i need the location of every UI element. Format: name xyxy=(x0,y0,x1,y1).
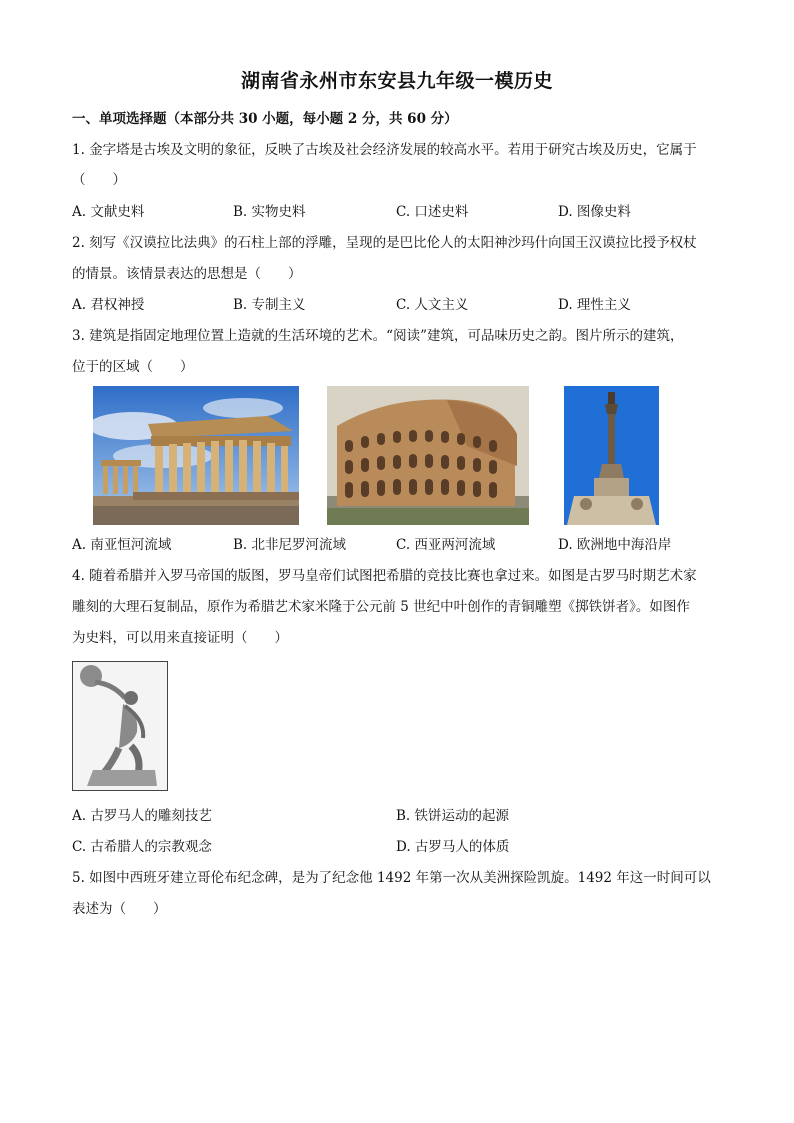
q4-option-c: C. 古希腊人的宗教观念 xyxy=(72,839,212,855)
question-5-text: 5. 如图中西班牙建立哥伦布纪念碑，是为了纪念他 1492 年第一次从美洲探险凯旋。1492 年这一时间可以 xyxy=(72,870,711,886)
q2-option-b: B. 专制主义 xyxy=(233,297,306,313)
q4-option-b: B. 铁饼运动的起源 xyxy=(396,808,510,824)
question-1-blank: （ ） xyxy=(72,172,126,188)
q2-option-a: A. 君权神授 xyxy=(72,297,145,313)
q1-option-c: C. 口述史料 xyxy=(396,204,469,220)
section-heading: 一、单项选择题（本部分共 30 小题，每小题 2 分，共 60 分） xyxy=(72,111,458,127)
question-3-text-cont: 位于的区域（ ） xyxy=(72,359,194,375)
q3-option-b: B. 北非尼罗河流域 xyxy=(233,537,347,553)
q3-option-a: A. 南亚恒河流域 xyxy=(72,537,172,553)
columbus-monument-image xyxy=(564,386,659,525)
q1-option-a: A. 文献史料 xyxy=(72,204,145,220)
question-4-text-cont: 雕刻的大理石复制品，原作为希腊艺术家米隆于公元前 5 世纪中叶创作的青铜雕塑《掷铁饼者》。如图作 xyxy=(72,599,690,615)
question-2-text-cont: 的情景。该情景表达的思想是（ ） xyxy=(72,266,302,282)
q3-option-c: C. 西亚两河流域 xyxy=(396,537,496,553)
q3-option-d: D. 欧洲地中海沿岸 xyxy=(558,537,672,553)
discobolus-image xyxy=(72,661,168,791)
parthenon-image xyxy=(93,386,299,525)
question-5-text-cont: 表述为（ ） xyxy=(72,901,167,917)
question-1-text: 1. 金字塔是古埃及文明的象征，反映了古埃及社会经济发展的较高水平。若用于研究古埃及历史，它属于 xyxy=(72,142,697,158)
question-2-text: 2. 刻写《汉谟拉比法典》的石柱上部的浮雕，呈现的是巴比伦人的太阳神沙玛什向国王汉谟拉比授予权杖 xyxy=(72,235,697,251)
q4-option-a: A. 古罗马人的雕刻技艺 xyxy=(72,808,212,824)
page-title: 湖南省永州市东安县九年级一模历史 xyxy=(240,70,553,92)
q1-option-b: B. 实物史料 xyxy=(233,204,306,220)
q2-option-d: D. 理性主义 xyxy=(558,297,631,313)
q2-option-c: C. 人文主义 xyxy=(396,297,469,313)
colosseum-image xyxy=(327,386,529,525)
question-3-text: 3. 建筑是指固定地理位置上造就的生活环境的艺术。“阅读”建筑，可品味历史之韵。图片所示的建筑， xyxy=(72,328,684,344)
question-4-text-cont2: 为史料，可以用来直接证明（ ） xyxy=(72,630,288,646)
q4-option-d: D. 古罗马人的体质 xyxy=(396,839,510,855)
question-4-text: 4. 随着希腊并入罗马帝国的版图，罗马皇帝们试图把希腊的竞技比赛也拿过来。如图是古罗马时期艺术家 xyxy=(72,568,697,584)
q1-option-d: D. 图像史料 xyxy=(558,204,631,220)
